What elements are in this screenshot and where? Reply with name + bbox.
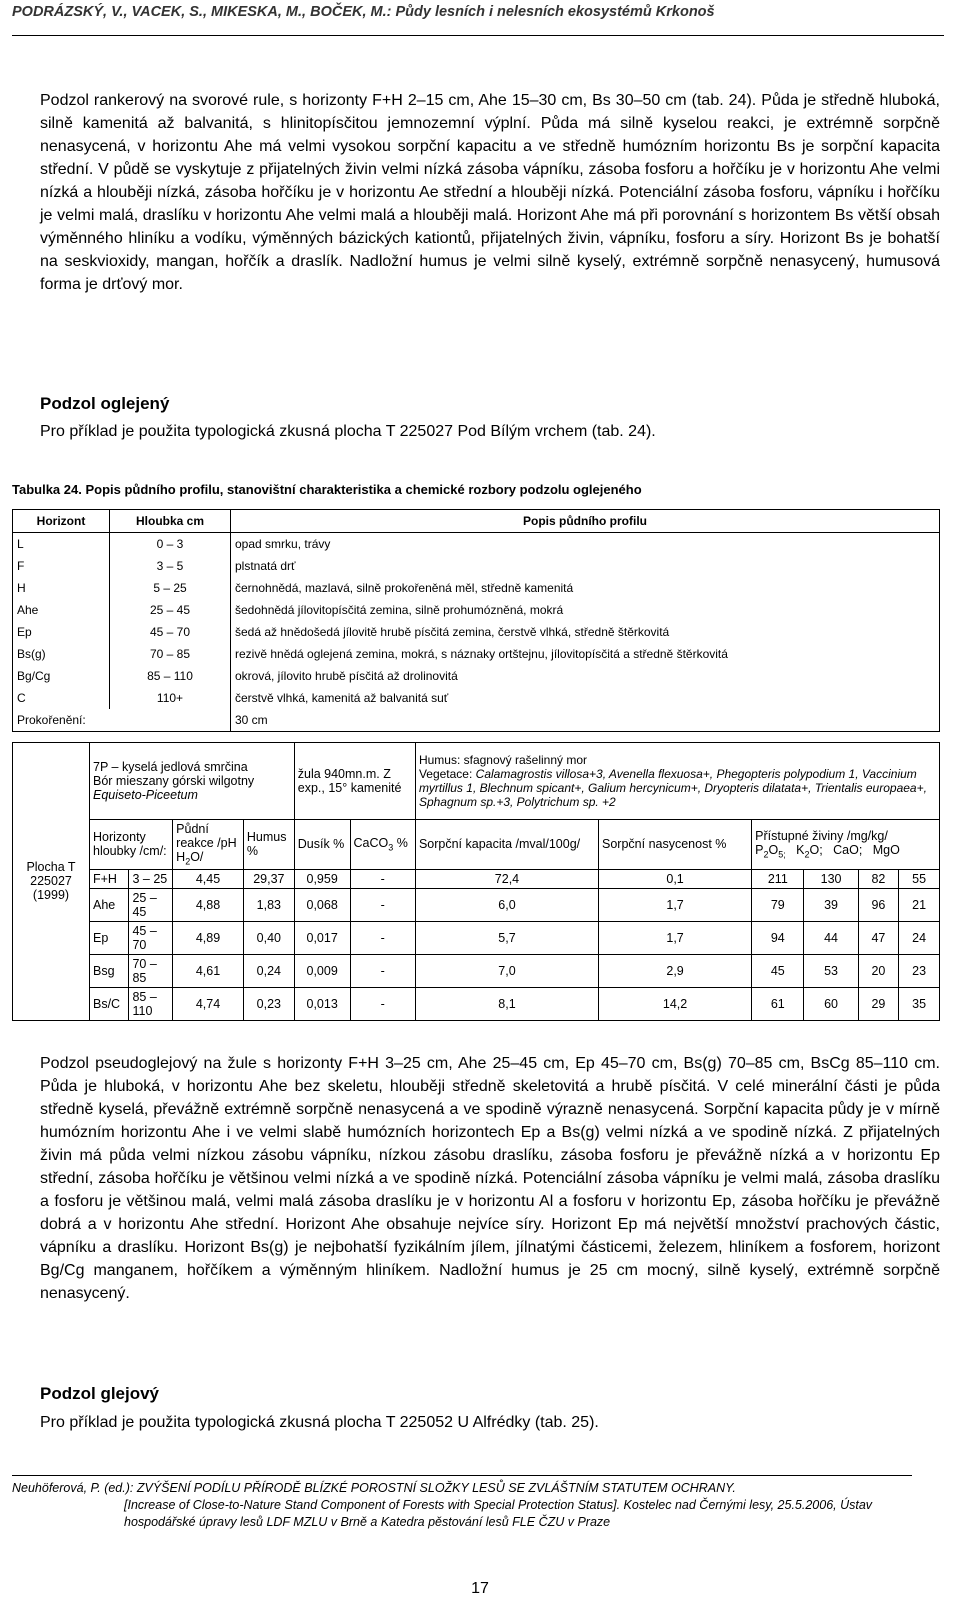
table-cell: šedá až hnědošedá jílovitě hrubě písčitá zemina, čerstvě vlhká, středně štěrkovitá <box>235 625 670 639</box>
cell: 85 – 110 <box>129 987 173 1020</box>
table-row <box>13 621 940 643</box>
cell: - <box>350 921 415 954</box>
table-cell: 45 – 70 <box>110 621 231 643</box>
table-cell: Ep <box>13 621 110 643</box>
col-humus: Humus % <box>243 820 294 870</box>
col-nutrients <box>752 820 940 870</box>
cell: 7,0 <box>415 954 598 987</box>
cell: 47 <box>858 921 899 954</box>
table-cell: 110+ <box>110 687 231 709</box>
paragraph-podzol-rankerovy: Podzol rankerový na svorové rule, s horizonty F+H 2–15 cm, Ahe 15–30 cm, Bs 30–50 cm (tab. 24). Půda je středně hluboká, silně kamenitá až balvanitá, s hlinitopísčitou jemnozemní výplní. Půda má silně kyselou reakci, je extrémně sorpčně nenasycená, v horizontu Ahe má velmi vysokou sorpční kapacitu a ve středně humózním horizontu Bs je sorpční kapacita střední. V půdě se vyskytuje z přijatelných živin velmi nízká zásoba vápníku, zásoba fosforu a hořčíku je v horizontu Ahe velmi nízká a hlouběji nízká, zásoba hořčíku je v horizontu Ae střední a hlouběji nízká. Potenciální zásoba fosforu, vápníku i hořčíku je velmi malá, draslíku v horizontu Ahe velmi malá a hlouběji malá. Horizont Ahe má při porovnání s horizontem Bs větší obsah výměnného hliníku a vodíku, výměnných bázických kationtů, přijatelných živin, vápníku, fosforu a síry. Horizont Bs je bohatší na seskvioxidy, mangan, hořčík a draslík. Nadložní humus je velmi silně kyselý, extrémně sorpčně nenasycený, humusová forma je drťový mor. <box>40 92 940 293</box>
cell: 0,1 <box>599 869 752 888</box>
col-nutr-title: Přístupné živiny /mg/kg/ <box>755 829 888 843</box>
col-sorp-uns: Sorpční nasycenost % <box>599 820 752 870</box>
profile-header-depth: Hloubka cm <box>110 510 231 533</box>
cell: 0,017 <box>294 921 350 954</box>
vegetation-cell <box>415 743 939 820</box>
table-cell: H <box>13 577 110 599</box>
cell: 94 <box>752 921 804 954</box>
cell: F+H <box>90 869 129 888</box>
table-row <box>13 954 940 987</box>
cell: 8,1 <box>415 987 598 1020</box>
cell: 53 <box>804 954 858 987</box>
table-row <box>13 577 940 599</box>
cell: 25 – 45 <box>129 888 173 921</box>
cell: Bs/C <box>90 987 129 1020</box>
cell: 0,013 <box>294 987 350 1020</box>
table-cell: 0 – 3 <box>110 533 231 556</box>
cell: 55 <box>899 869 940 888</box>
table-row <box>13 643 940 665</box>
cell: 21 <box>899 888 940 921</box>
table-cell: plstnatá drť <box>235 559 296 573</box>
cell: 0,40 <box>243 921 294 954</box>
cell: 4,74 <box>173 987 244 1020</box>
chem-site-row <box>13 743 940 820</box>
section-title-podzol-glejovy: Podzol glejový <box>40 1384 160 1403</box>
cell: 79 <box>752 888 804 921</box>
cell: 0,24 <box>243 954 294 987</box>
profile-table <box>12 509 940 732</box>
cell: 29 <box>858 987 899 1020</box>
cell: 5,7 <box>415 921 598 954</box>
cell: 24 <box>899 921 940 954</box>
humus-type: Humus: sfagnový rašelinný mor <box>418 753 588 767</box>
cell: 3 – 25 <box>129 869 173 888</box>
cell: 23 <box>899 954 940 987</box>
footer-line2: [Increase of Close-to-Nature Stand Component of Forests with Special Protection Status]. Kostelec nad Černými lesy, 25.5.2006, Ústav hospodářské úpravy lesů LDF MZLU v Brně a Katedra pěstování lesů FLE ČZU v Praze <box>124 1498 873 1529</box>
table-row <box>13 987 940 1020</box>
cell: 2,9 <box>599 954 752 987</box>
cell: 70 – 85 <box>129 954 173 987</box>
cell: Ep <box>90 921 129 954</box>
table-row <box>13 869 940 888</box>
table-row <box>13 888 940 921</box>
table-row <box>13 533 940 556</box>
table-caption: Tabulka 24. Popis půdního profilu, stanovištní charakteristika a chemické rozbory podzolu oglejeného <box>12 482 642 497</box>
cell: 6,0 <box>415 888 598 921</box>
cell: - <box>350 869 415 888</box>
cell: 96 <box>858 888 899 921</box>
table-cell: okrová, jílovito hrubě písčitá až drolinovitá <box>235 669 458 683</box>
cell: 82 <box>858 869 899 888</box>
cell: 61 <box>752 987 804 1020</box>
table-row <box>13 921 940 954</box>
cell: 1,83 <box>243 888 294 921</box>
running-header: PODRÁZSKÝ, V., VACEK, S., MIKESKA, M., BOČEK, M.: Půdy lesních i nelesních ekosystémů Krkonoš <box>12 4 715 20</box>
table-row <box>13 709 940 732</box>
chem-table <box>12 742 940 1021</box>
col-sorp-cap: Sorpční kapacita /mval/100g/ <box>415 820 598 870</box>
cell: 211 <box>752 869 804 888</box>
cell: 4,89 <box>173 921 244 954</box>
col-ph: Půdní reakce /pH $H_2O/$ <box>173 820 244 870</box>
cell: 20 <box>858 954 899 987</box>
cell: 72,4 <box>415 869 598 888</box>
paragraph-podzol-pseudoglejovy: Podzol pseudoglejový na žule s horizonty F+H 3–25 cm, Ahe 25–45 cm, Ep 45–70 cm, Bs(g) 70–85 cm, BsCg 85–110 cm. Půda je hluboká, v horizontu Ahe bez skeletu, hlouběji středně skeletovitá a hrubě písčitá. V celé minerální části je půda středně kyselá, převážně extrémně sorpčně nenasycená a ve spodině výrazně nenasycená. Sorpční kapacita půdy je v mírně humózním horizontu Ahe i ve velmi slabě humózních horizontech Ep a Bs(g) velmi nízká a ve spodině nízká. Z přijatelných živin má půda velmi nízkou zásobu vápníku, nízkou zásobu draslíku, zásoba fosforu je převážně nízká a v horizontu Ep střední, zásoba hořčíku je většinou velmi nízká a ve spodině nízká. Potenciální zásoba vápníku je velmi malá, zásoba draslíku a fosforu je většinou malá, velmi malá zásoba draslíku je v horizontu Al a fosforu v horizontu Ep, zásoba hořčíku je převážně dobrá a v horizontu Ahe střední. Horizont Ahe obsahuje nejvíce síry. Horizont Ep má největší množství prachových částic, vápníku a draslíku. Horizont Bs(g) je nejbohatší fyzikálním jílem, jílnatými částicemi, železem, hliníkem a fosforem, horizont Bg/Cg manganem, hořčíkem a výměnným hliníkem. Nadložní humus je 25 cm mocný, silně kyselý, extrémně sorpčně nenasycený. <box>40 1055 940 1302</box>
vegetation-species: Calamagrostis villosa+3, Avenella flexuosa+, Phegopteris polypodium 1, Vaccinium myrtillus 1, Blechnum spicant+, Galium hercynicum+, Dryopteris dilatata+, Trientalis europaea+, Sphagnum sp.+3, Polytrichum sp. +2 <box>418 767 927 809</box>
col-horizon: Horizonty hloubky /cm/: <box>90 820 173 870</box>
cell: 44 <box>804 921 858 954</box>
table-cell: Bg/Cg <box>13 665 110 687</box>
footer <box>12 1480 932 1531</box>
cell: 0,23 <box>243 987 294 1020</box>
cell: 35 <box>899 987 940 1020</box>
section-title-podzol-oglejeny: Podzol oglejený <box>40 394 170 413</box>
site-type-lat: Equiseto-Piceetum <box>93 788 198 802</box>
section-text-podzol-glejovy: Pro příklad je použita typologická zkusná plocha T 225052 U Alfrédky (tab. 25). <box>40 1414 599 1431</box>
header-rule <box>12 35 944 36</box>
rock-cell: žula 940mn.m. Z exp., 15° kamenité <box>294 743 415 820</box>
profile-header-row <box>13 510 940 533</box>
site-type: 7P – kyselá jedlová smrčina <box>93 760 248 774</box>
table-cell: Ahe <box>13 599 110 621</box>
cell: 130 <box>804 869 858 888</box>
profile-header-desc: Popis půdního profilu <box>231 510 940 533</box>
site-type-cell <box>90 743 295 820</box>
table-cell: rezivě hnědá oglejená zemina, mokrá, s náznaky ortštejnu, jílovitopísčitá a středně štěrkovitá <box>235 647 728 661</box>
cell: Bsg <box>90 954 129 987</box>
table-cell: 3 – 5 <box>110 555 231 577</box>
section-text-podzol-oglejeny: Pro příklad je použita typologická zkusná plocha T 225027 Pod Bílým vrchem (tab. 24). <box>40 423 656 440</box>
table-row <box>13 599 940 621</box>
cell: 60 <box>804 987 858 1020</box>
table-cell: 70 – 85 <box>110 643 231 665</box>
col-nutr-sub: $P_2O_{5;}$ $K_2O$; CaO; MgO <box>755 843 900 860</box>
vegetation <box>419 767 936 809</box>
table-cell: 5 – 25 <box>110 577 231 599</box>
col-n: Dusík % <box>294 820 350 870</box>
cell: 29,37 <box>243 869 294 888</box>
cell: Ahe <box>90 888 129 921</box>
profile-header-horizon: Horizont <box>13 510 110 533</box>
cell: - <box>350 987 415 1020</box>
table-cell: 30 cm <box>235 713 268 727</box>
cell: 4,45 <box>173 869 244 888</box>
cell: 45 <box>752 954 804 987</box>
cell: 4,61 <box>173 954 244 987</box>
cell: 0,959 <box>294 869 350 888</box>
plot-cell: Plocha T 225027 (1999) <box>13 743 90 1021</box>
table-row <box>13 687 940 709</box>
chem-header-row <box>13 820 940 870</box>
table-cell: 85 – 110 <box>110 665 231 687</box>
table-cell: Bs(g) <box>13 643 110 665</box>
table-cell: 25 – 45 <box>110 599 231 621</box>
page-number: 17 <box>471 1580 489 1597</box>
cell: 1,7 <box>599 888 752 921</box>
table-cell: L <box>13 533 110 556</box>
footer-line1: Neuhöferová, P. (ed.): ZVÝŠENÍ PODÍLU PŘÍRODĚ BLÍZKÉ POROSTNÍ SLOŽKY LESŮ SE ZVLÁŠTNÍM STATUTEM OCHRANY. <box>12 1481 736 1495</box>
table-cell: C <box>13 687 110 709</box>
cell: 39 <box>804 888 858 921</box>
vegetation-label: Vegetace: <box>418 767 476 781</box>
table-cell: Prokořenění: <box>13 709 231 732</box>
table-row <box>13 665 940 687</box>
table-row <box>13 555 940 577</box>
cell: 14,2 <box>599 987 752 1020</box>
table-cell: šedohnědá jílovitopísčitá zemina, silně prohumózněná, mokrá <box>235 603 564 617</box>
table-cell: opad smrku, trávy <box>235 537 331 551</box>
cell: 0,009 <box>294 954 350 987</box>
cell: - <box>350 888 415 921</box>
footer-rule <box>12 1475 912 1476</box>
cell: - <box>350 954 415 987</box>
cell: 4,88 <box>173 888 244 921</box>
cell: 1,7 <box>599 921 752 954</box>
table-cell: F <box>13 555 110 577</box>
table-cell: černohnědá, mazlavá, silně prokořeněná měl, středně kamenitá <box>235 581 574 595</box>
cell: 0,068 <box>294 888 350 921</box>
col-caco3: CaCO$_3$ % <box>350 820 415 870</box>
table-cell: čerstvě vlhká, kamenitá až balvanitá suť <box>235 691 449 705</box>
cell: 45 – 70 <box>129 921 173 954</box>
site-type-sk: Bór mieszany górski wilgotny <box>93 774 255 788</box>
